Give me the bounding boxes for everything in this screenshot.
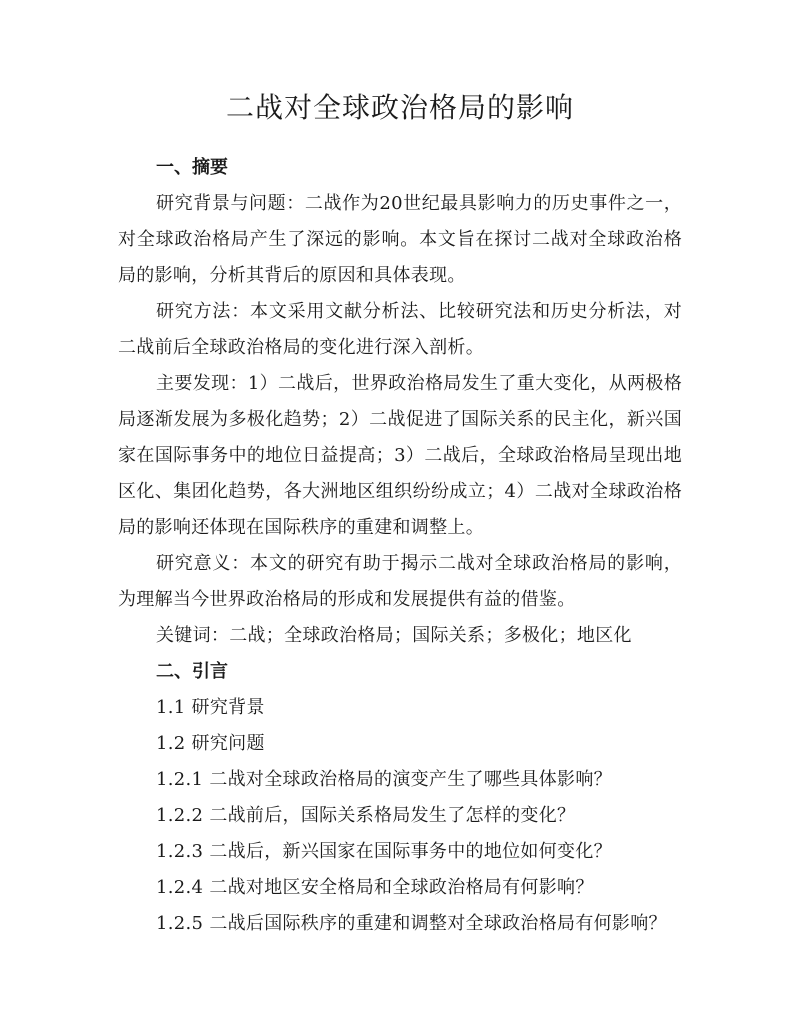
section-heading-intro: 二、引言 [156,661,228,682]
section-heading-abstract: 一、摘要 [156,157,228,178]
paragraph-significance: 研究意义：本文的研究有助于揭示二战对全球政治格局的影响，为理解当今世界政治格局的形成和发展提供有益的借鉴。 [118,553,682,610]
keywords: 关键词：二战；全球政治格局；国际关系；多极化；地区化 [156,625,632,646]
paragraph-findings: 主要发现：1）二战后，世界政治格局发生了重大变化，从两极格局逐渐发展为多极化趋势；2）二战促进了国际关系的民主化，新兴国家在国际事务中的地位日益提高；3）二战后，全球政治格局呈现出地区化、集团化趋势，各大洲地区组织纷纷成立；4）二战对全球政治格局的影响还体现在国际秩序的重建和调整上。 [118,373,682,538]
paragraph-methods: 研究方法：本文采用文献分析法、比较研究法和历史分析法，对二战前后全球政治格局的变化进行深入剖析。 [118,301,682,358]
outline-item: 1.1 研究背景 [156,697,265,718]
outline-item: 1.2.4 二战对地区安全格局和全球政治格局有何影响？ [156,877,594,898]
document-title: 二战对全球政治格局的影响 [225,91,574,124]
paragraph-background: 研究背景与问题：二战作为20世纪最具影响力的历史事件之一，对全球政治格局产生了深远的影响。本文旨在探讨二战对全球政治格局的影响，分析其背后的原因和具体表现。 [118,193,682,286]
outline-item: 1.2.2 二战前后，国际关系格局发生了怎样的变化？ [156,805,576,826]
outline-item: 1.2.1 二战对全球政治格局的演变产生了哪些具体影响？ [156,769,612,790]
outline-item: 1.2 研究问题 [156,733,265,754]
outline-item: 1.2.5 二战后国际秩序的重建和调整对全球政治格局有何影响？ [156,913,667,934]
outline-item: 1.2.3 二战后，新兴国家在国际事务中的地位如何变化？ [156,841,612,862]
